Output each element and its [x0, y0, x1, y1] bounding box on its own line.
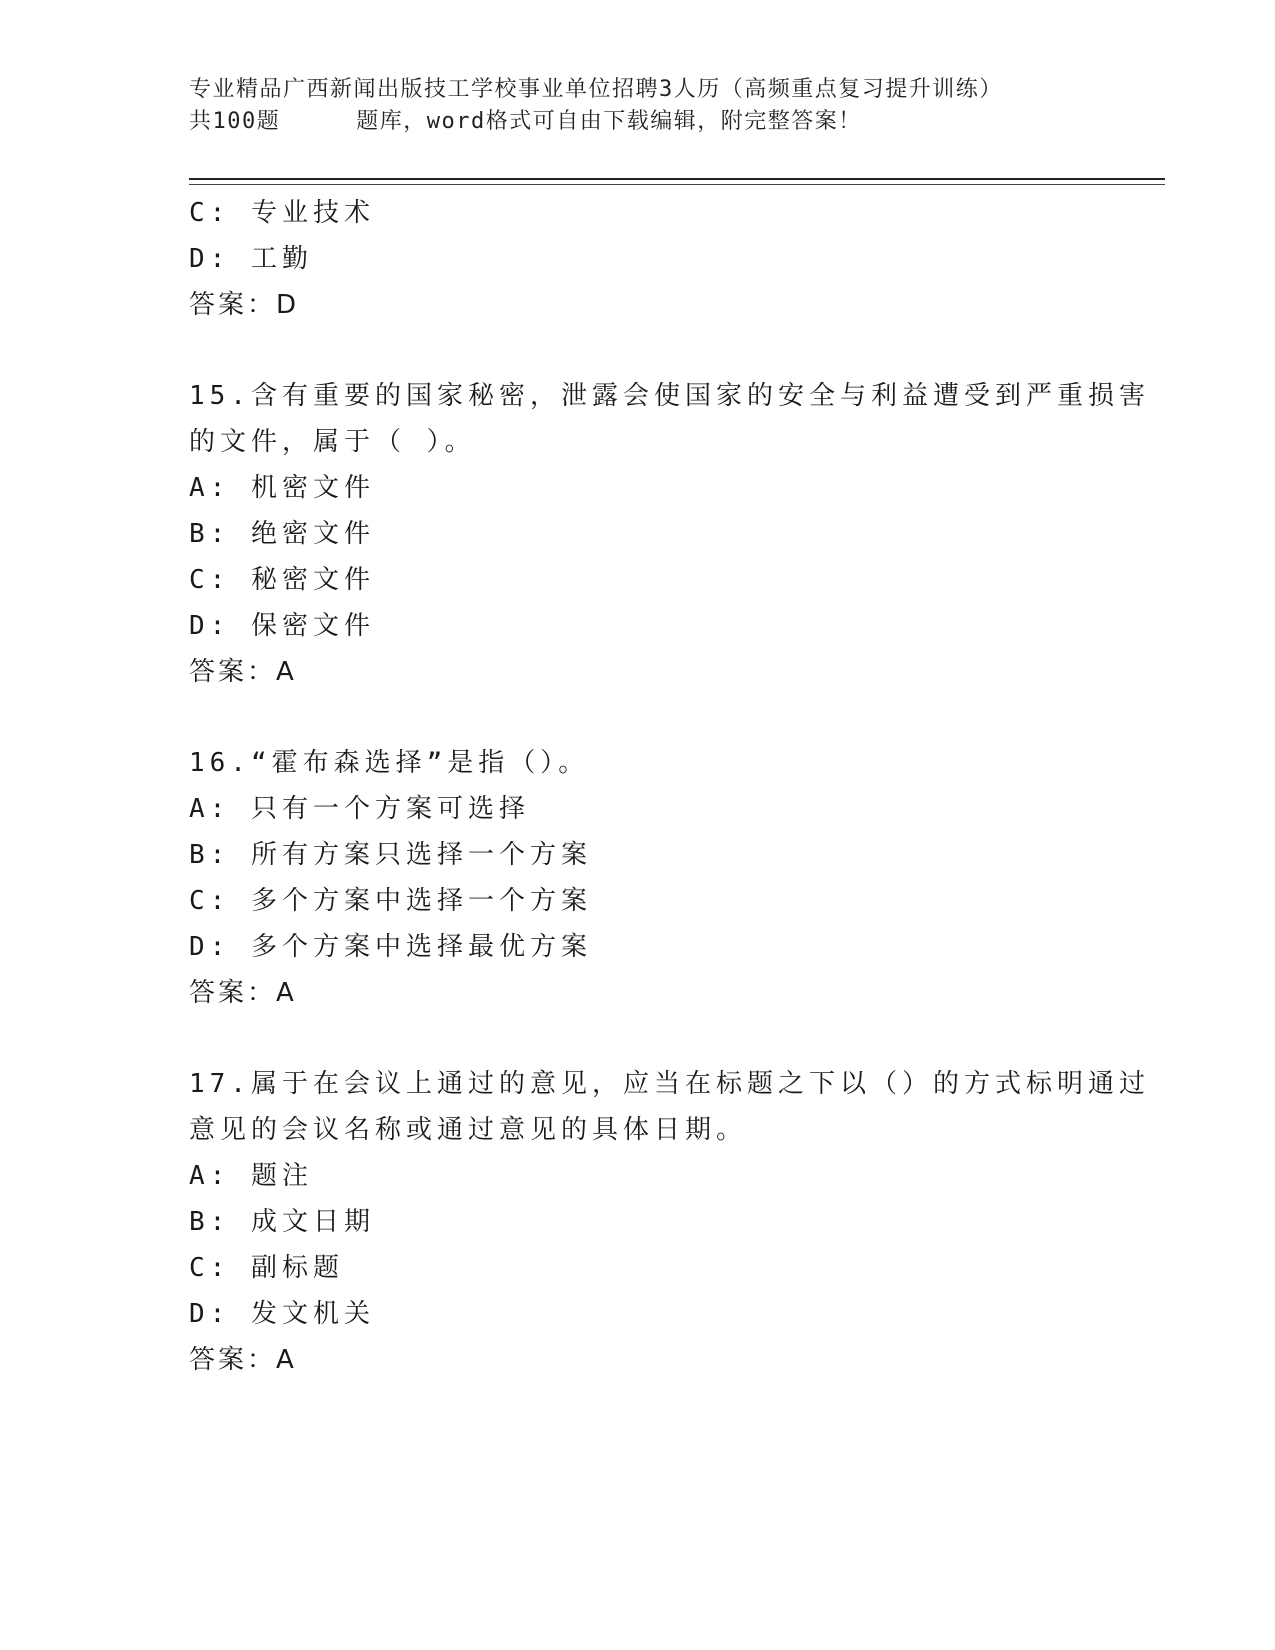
answer-text: 答案：D [189, 290, 300, 320]
question-stem: 的文件，属于（ ）。 [189, 427, 476, 457]
question-block-16 [189, 740, 1149, 1016]
option-d: D: 保密文件 [189, 611, 375, 641]
option-c: C: 秘密文件 [189, 565, 375, 595]
question-block-17 [189, 1061, 1149, 1383]
option-a: A: 只有一个方案可选择 [189, 794, 530, 824]
header-subtitle [189, 106, 1169, 138]
option-c: C: 副标题 [189, 1253, 344, 1283]
option-c: C: 多个方案中选择一个方案 [189, 886, 592, 916]
answer-text: 答案：A [189, 657, 297, 687]
option-a: A: 题注 [189, 1161, 313, 1191]
header-title: 专业精品广西新闻出版技工学校事业单位招聘3人历（高频重点复习提升训练） [189, 77, 1003, 102]
option-c: C: 专业技术 [189, 198, 375, 228]
option-d: D: 发文机关 [189, 1299, 375, 1329]
option-a: A: 机密文件 [189, 473, 375, 503]
answer-text: 答案：A [189, 978, 297, 1008]
question-block-15 [189, 373, 1149, 695]
header-rule-thick [189, 178, 1165, 180]
question-list [189, 190, 1149, 1383]
question-stem: 17.属于在会议上通过的意见，应当在标题之下以（）的方式标明通过 [189, 1069, 1150, 1099]
header-description: 题库，word格式可自由下载编辑，附完整答案！ [356, 109, 862, 134]
option-d: D: 多个方案中选择最优方案 [189, 932, 592, 962]
question-stem: 意见的会议名称或通过意见的具体日期。 [189, 1115, 748, 1145]
question-block-continued [189, 190, 1149, 328]
question-stem: 15.含有重要的国家秘密，泄露会使国家的安全与利益遭受到严重损害 [189, 381, 1150, 411]
header-rule-thin [189, 184, 1165, 185]
option-b: B: 绝密文件 [189, 519, 375, 549]
question-stem: 16.“霍布森选择”是指（）。 [189, 748, 590, 778]
option-b: B: 所有方案只选择一个方案 [189, 840, 592, 870]
header-count: 共100题 [189, 109, 281, 134]
option-b: B: 成文日期 [189, 1207, 375, 1237]
document-header [189, 74, 1169, 138]
answer-text: 答案：A [189, 1345, 297, 1375]
option-d: D: 工勤 [189, 244, 313, 274]
